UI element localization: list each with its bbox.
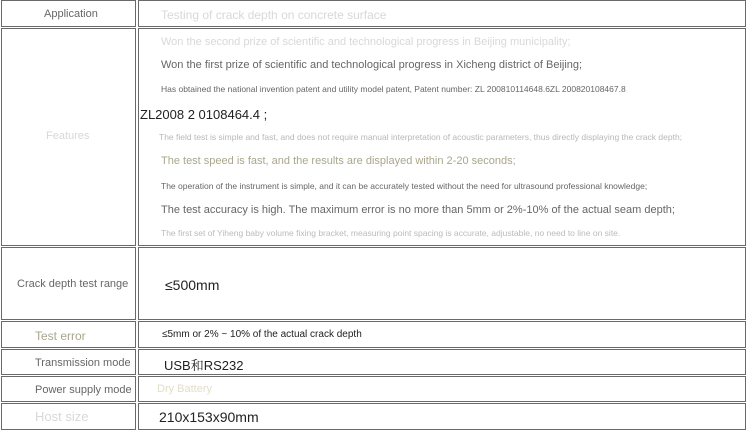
label-cell <box>1 247 136 320</box>
label-cell <box>1 0 136 27</box>
row-host <box>0 403 748 430</box>
label-features: Features <box>46 130 90 142</box>
row-range <box>0 247 748 320</box>
feature-line: The operation of the instrument is simple, and it can be accurately tested without the need for ultrasound professional knowledge; <box>161 181 648 191</box>
label-error: Test error <box>35 329 86 343</box>
value-power: Dry Battery <box>157 383 213 395</box>
feature-line: The field test is simple and fast, and does not require manual interpretation of acoustic parameters, thus directly displaying the crack depth; <box>159 132 683 142</box>
row-error <box>0 321 748 348</box>
row-power <box>0 376 748 402</box>
label-host: Host size <box>35 409 89 424</box>
value-cell <box>138 247 746 320</box>
value-range: ≤500mm <box>165 277 220 293</box>
feature-line: The first set of Yiheng baby volume fixing bracket, measuring point spacing is accurate, adjustable, no need to line on site. <box>161 228 621 238</box>
feature-line: Won the second prize of scientific and technological progress in Beijing municipality; <box>161 36 571 48</box>
label-cell <box>1 321 136 348</box>
value-error: ≤5mm or 2% ~ 10% of the actual crack depth <box>162 329 362 340</box>
label-cell <box>1 28 136 246</box>
feature-line: Won the first prize of scientific and technological progress in Xicheng district of Beijing; <box>161 59 583 71</box>
label-application: Application <box>44 8 98 20</box>
value-cell <box>138 403 746 430</box>
row-transmission <box>0 349 748 375</box>
value-cell <box>138 376 746 402</box>
value-cell <box>138 28 746 246</box>
value-application: Testing of crack depth on concrete surface <box>161 8 387 22</box>
value-cell <box>138 349 746 375</box>
value-host: 210x153x90mm <box>159 409 259 425</box>
label-cell <box>1 349 136 375</box>
value-cell <box>138 321 746 348</box>
row-application <box>0 0 748 27</box>
row-features <box>0 28 748 246</box>
label-power: Power supply mode <box>35 384 132 396</box>
value-transmission: USB和RS232 <box>164 358 244 373</box>
feature-line: The test accuracy is high. The maximum error is no more than 5mm or 2%-10% of the actual seam depth; <box>161 204 675 216</box>
label-cell <box>1 403 136 430</box>
feature-line: ZL2008 2 0108464.4 ; <box>140 107 268 122</box>
label-transmission: Transmission mode <box>35 357 131 369</box>
feature-line: The test speed is fast, and the results are displayed within 2-20 seconds; <box>161 155 516 167</box>
label-cell <box>1 376 136 402</box>
label-range: Crack depth test range <box>17 278 129 290</box>
value-cell <box>138 0 746 27</box>
feature-line: Has obtained the national invention patent and utility model patent, Patent number: ZL 200810114648.6ZL 200820108467.8 <box>161 84 626 94</box>
